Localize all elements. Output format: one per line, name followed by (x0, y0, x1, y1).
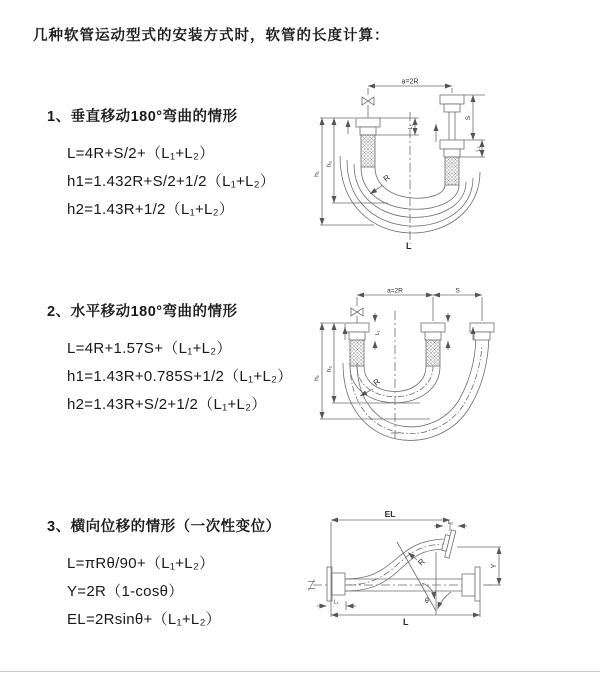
dimension-lines (317, 520, 501, 617)
displaced-flange (440, 529, 456, 558)
section-3-heading: 3、横向位移的情形（一次性变位） (47, 519, 281, 535)
dim-label-h1: h₁ (313, 171, 321, 177)
braided-hose-section (426, 340, 440, 366)
dim-label-h1: h₁ (313, 375, 321, 381)
document-title: 几种软管运动型式的安装方式时，软管的长度计算： (33, 28, 390, 44)
radius-leader-arrow (370, 185, 383, 194)
section-3-formulas (67, 550, 281, 634)
section-2 (47, 300, 293, 419)
page-bottom-edge (0, 671, 600, 672)
section-2-formulas (67, 335, 293, 419)
formula-line: EL=2Rsinθ+（L₁+L₂） (67, 611, 221, 628)
dim-label-el: EL (384, 509, 396, 519)
dim-label-l1: L₁ (333, 599, 339, 606)
valve-icon (362, 97, 374, 105)
displaced-hose (345, 539, 445, 591)
formula-line: L=4R+S/2+（L₁+L₂） (67, 145, 215, 162)
offset-label: Y (491, 563, 498, 569)
dim-label-s: S (455, 287, 460, 295)
section-1-formulas (67, 140, 275, 224)
radius-label: R (381, 172, 392, 184)
dim-label-span: a=2R (387, 287, 403, 295)
right-flange-lower (440, 140, 464, 157)
dim-label-s: S (465, 115, 472, 121)
braided-hose-section (445, 157, 459, 185)
section-1-heading: 1、垂直移动180°弯曲的情形 (47, 109, 238, 125)
dim-label-h2: h₂ (326, 365, 333, 373)
radius-label: R (371, 376, 382, 388)
middle-flange (421, 323, 445, 340)
dim-label-l2: L₂ (447, 520, 454, 526)
section-3 (47, 515, 281, 634)
formula-line: h1=1.432R+S/2+1/2（L₁+L₂） (67, 173, 276, 190)
length-label: L (406, 241, 412, 251)
section-2-heading: 2、水平移动180°弯曲的情形 (47, 304, 238, 320)
formula-line: L=πRθ/90+（L₁+L₂） (67, 555, 215, 572)
length-label: L (403, 617, 409, 627)
radius-label: R (416, 556, 427, 568)
formula-line: h2=1.43R+1/2（L₁+L₂） (67, 201, 235, 218)
formula-line: Y=2R（1-cosθ） (67, 583, 184, 600)
dim-label-span: a=2R (401, 78, 419, 86)
braided-hose-section (350, 340, 364, 366)
right-flange (470, 323, 494, 340)
braided-hose-section (361, 135, 375, 167)
formula-line: h1=1.43R+0.785S+1/2（L₁+L₂） (67, 368, 293, 385)
formula-line: h2=1.43R+S/2+1/2（L₁+L₂） (67, 396, 267, 413)
right-flange (462, 567, 480, 601)
angle-label: θ (425, 598, 429, 605)
formula-line: L=4R+1.57S+（L₁+L₂） (67, 340, 232, 357)
section-1 (47, 105, 275, 224)
diagram-vertical-180-bend (312, 72, 522, 257)
valve-icon (351, 308, 363, 316)
left-flange (345, 323, 369, 340)
dim-label-l2: L₂ (475, 146, 482, 152)
left-flange (356, 118, 380, 135)
dim-label-h2: h₂ (326, 160, 333, 168)
dim-label-l1: L₁ (375, 330, 381, 336)
dim-label-l1: L₁ (408, 124, 414, 130)
left-flange (327, 567, 345, 601)
diagram-lateral-displacement (300, 503, 515, 638)
right-flange-upper (440, 95, 464, 112)
angle-construction (397, 542, 451, 615)
diagram-horizontal-180-bend (312, 283, 530, 453)
